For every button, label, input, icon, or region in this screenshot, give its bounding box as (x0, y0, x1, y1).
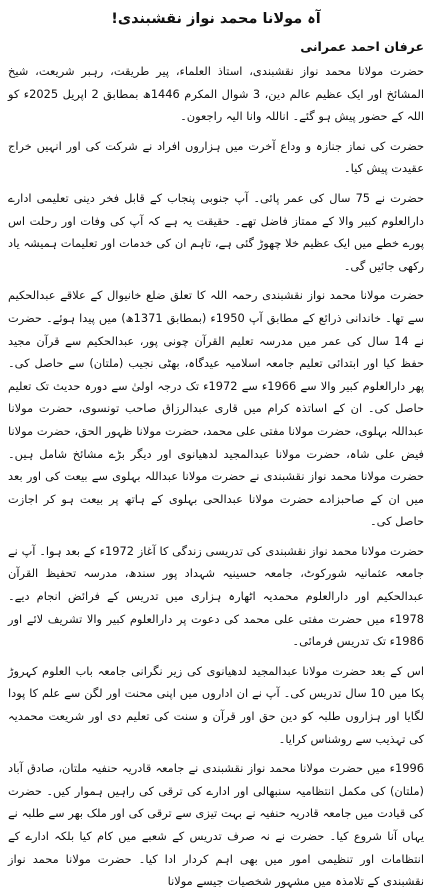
paragraph-7: 1996ء میں حضرت مولانا محمد نواز نقشبندی نے جامعہ قادریہ حنفیہ ملتان، صادق آباد (ملتان) کی مکمل انتظامیہ سنبھالی اور ادارے کی ترقی کی راہیں ہموار کیں۔ حضرت کی قیادت میں جامعہ قادریہ حنفیہ نے بہت تیزی سے ترقی کی اور ملک بھر سے طلبہ نے یہاں آنا شروع کیا۔ حضرت نے نہ صرف تدریس کے شعبے میں کام کیا بلکہ ادارے کے انتظامات اور تنظیمی امور میں بھی اہم کردار ادا کیا۔ حضرت مولانا محمد نواز نقشبندی کے تلامذہ میں مشہور شخصیات جیسے مولانا (8, 761, 424, 889)
author-name: عرفان احمد عمرانی (300, 39, 424, 54)
paragraph-1: حضرت مولانا محمد نواز نقشبندی، استاذ العلماء، پیر طریقت، رہبر شریعت، شیخ المشائخ اور ایک عظیم عالم دین، 3 شوال المکرم 1446ھ بمطابق 2 اپریل 2025ء کو اللہ کے حضور پیش ہو گئے۔ اناللہ وانا الیہ راجعون۔ (8, 64, 424, 124)
paragraph-3: حضرت نے 75 سال کی عمر پائی۔ آپ جنوبی پنجاب کے قابل فخر دینی تعلیمی ادارے دارالعلوم کبیر والا کے ممتاز فاضل تھے۔ حقیقت یہ ہے کہ آپ کی وفات اور رحلت اس پورے خطے میں ایک عظیم خلا چھوڑ گئی ہے، تاہم ان کی خدمات اور تعلیمات ہمیشہ یاد رکھی جائیں گی۔ (8, 190, 424, 273)
paragraph-4: حضرت مولانا محمد نواز نقشبندی رحمہ اللہ کا تعلق ضلع خانیوال کے علاقے عبدالحکیم سے تھا۔ خاندانی ذرائع کے مطابق آپ 1950ء (بمطابق 1371ھ) میں پیدا ہوئے۔ حضرت نے 14 سال کی عمر میں مدرسہ تعلیم القرآن چونی پور، عبدالحکیم سے قرآن مجید حفظ کیا اور ابتدائی تعلیم جامعہ اسلامیہ عیدگاہ، بھٹی نجیب (ملتان) سے حاصل کی۔ پھر دارالعلوم کبیر والا سے 1966ء سے 1972ء تک درجہ اولیٰ سے دورہ حدیث تک تعلیم حاصل کی۔ ان کے اساتذہ کرام میں قاری عبدالرزاق صاحب تونسوی، حضرت مولانا عبداللہ بہلوی، حضرت مولانا مفتی علی محمد، حضرت مولانا ظہور الحق، حضرت مولانا فیض علی شاہ، حضرت مولانا عبدالمجید لدھیانوی اور دیگر بڑے مشائخ شامل ہیں۔ حضرت مولانا محمد نواز نقشبندی نے حضرت مولانا عبداللہ بہلوی سے بیعت کی اور بعد میں ان کے صاحبزادے حضرت مولانا عبدالحی بہلوی کے ہاتھ پر بیعت ہو کر اجازت حاصل کی۔ (8, 288, 424, 529)
article-title: آہ مولانا محمد نواز نقشبندی! (111, 11, 321, 27)
paragraph-6: اس کے بعد حضرت مولانا عبدالمجید لدھیانوی کی زیر نگرانی جامعہ باب العلوم کہروڑ پکا میں 10 سال تدریس کی۔ آپ نے ان اداروں میں اپنی محنت اور لگن سے علم کا پودا لگایا اور ہزاروں طلبہ کو دین حق اور قرآن و سنت کی تعلیم دی اور شریعت محمدیہ کی تہذیب سے روشناس کرایا۔ (8, 663, 424, 746)
paragraph-5: حضرت مولانا محمد نواز نقشبندی کی تدریسی زندگی کا آغاز 1972ء کے بعد ہوا۔ آپ نے جامعہ عثمانیہ شورکوٹ، جامعہ حسینیہ شہداد پور سندھ، مدرسہ تحفیظ القرآن عبدالحکیم اور دارالعلوم محمدیہ اٹھارہ ہزاری میں تدریس کے فرائض انجام دیے۔ 1978ء میں حضرت مفتی علی محمد کی دعوت پر دارالعلوم کبیر والا تشریف لائے اور 1986ء تک تدریس فرمائی۔ (8, 543, 424, 649)
paragraph-2: حضرت کی نماز جنازہ و وداع آخرت میں ہزاروں افراد نے شرکت کی اور انہیں خراج عقیدت پیش کیا۔ (8, 138, 424, 176)
